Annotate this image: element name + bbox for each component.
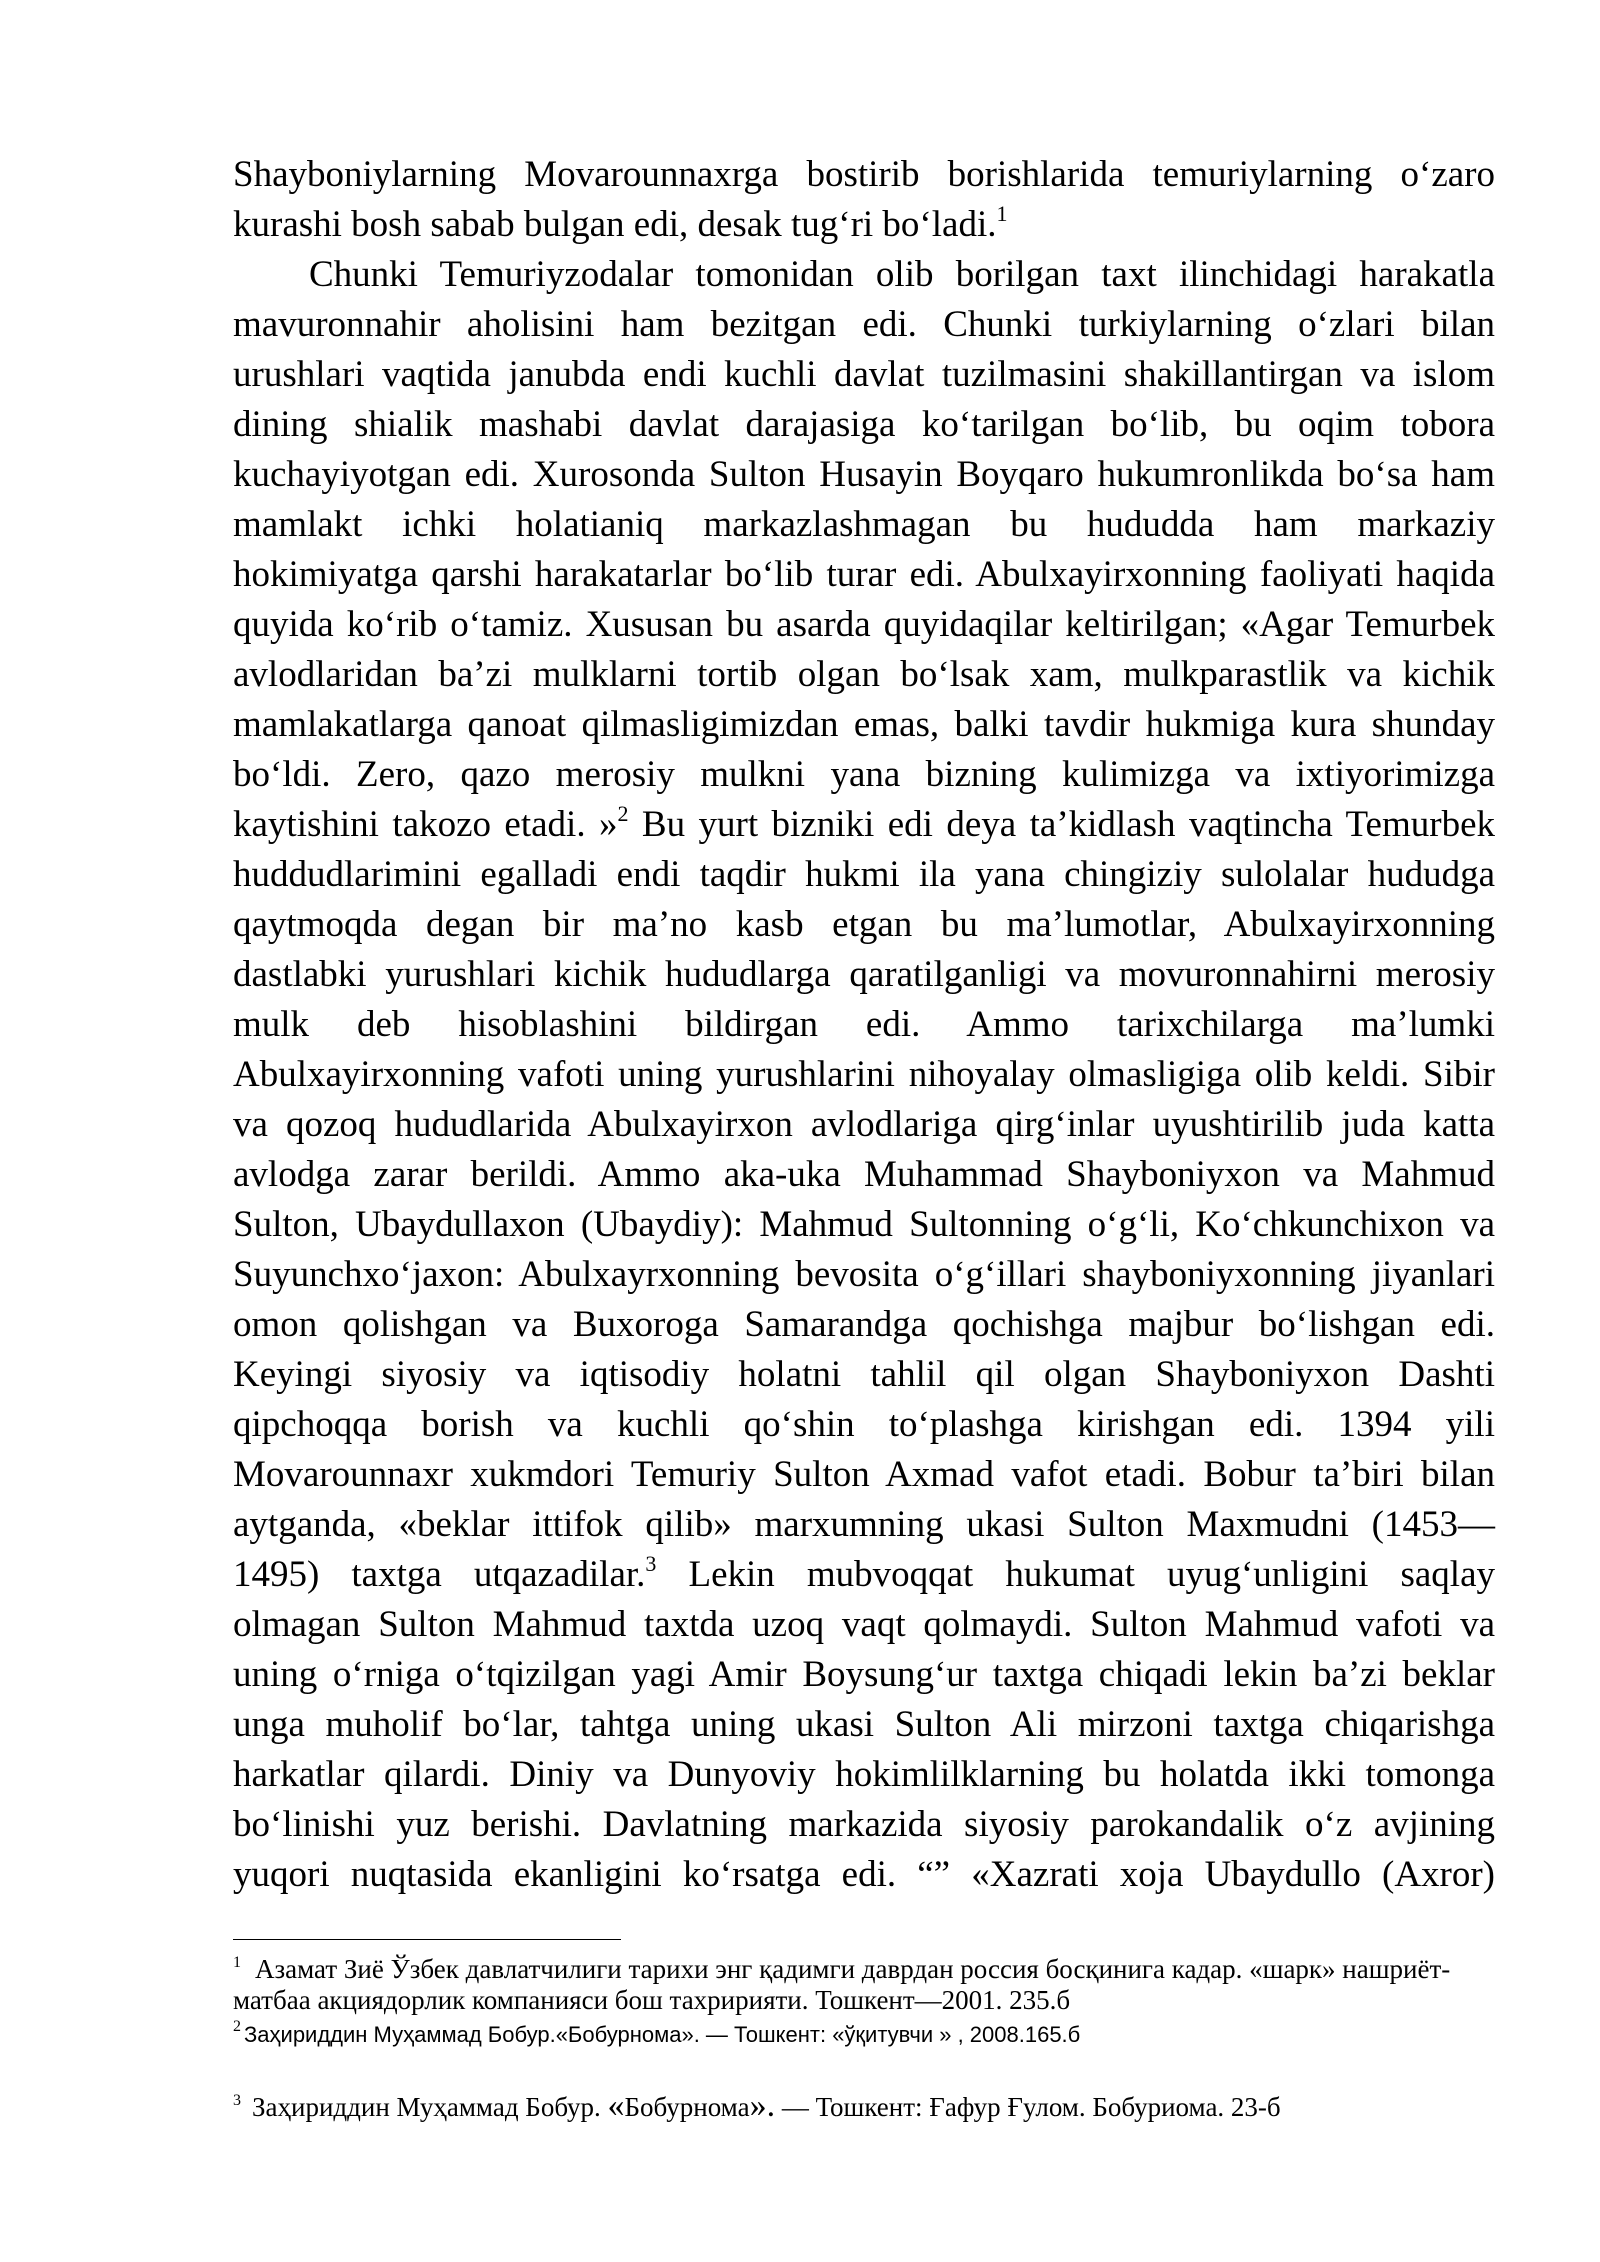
line-text: 1495) taxtga utqazadilar.	[233, 1554, 646, 1595]
body-line: urushlari vaqtida janubda endi kuchli davlat tuzilmasini shakillantirgan va islom	[233, 354, 1495, 395]
quote-mark: «	[607, 2087, 625, 2124]
body-line: qaytmoqda degan bir ma’no kasb etgan bu ma’lumotlar, Abulxayirxonning	[233, 904, 1495, 945]
footnote-separator	[233, 1939, 621, 1940]
book-title: Бобурнома	[624, 2092, 750, 2122]
line-text: Bu yurt bizniki edi deya ta’kidlash vaqtincha Temurbek	[628, 804, 1495, 845]
body-line: bo‘linishi yuz berishi. Davlatning markazida siyosiy parokandalik o‘z avjining	[233, 1804, 1495, 1845]
footnote-ref-2: 2	[617, 801, 629, 826]
footnote-text: Азамат Зиё Ўзбек давлатчилиги тарихи энг қадимги даврдан россия босқинига кадар. «шарк» нашриёт-	[255, 1954, 1451, 1984]
body-line: hokimiyatga qarshi harakatarlar bo‘lib turar edi. Abulxayirxonning faoliyati haqida	[233, 554, 1495, 595]
body-line: kuchayiyotgan edi. Xurosonda Sulton Husayin Boyqaro hukumronlikda bo‘sa ham	[233, 454, 1495, 495]
body-line: avlodga zarar berildi. Ammo aka-uka Muhammad Shayboniyxon va Mahmud	[233, 1154, 1495, 1195]
footnote-3: 3 Заҳириддин Муҳаммад Бобур. «Бобурнома». — Тошкент: Ғафур Ғулом. Бобуриома. 23-б	[233, 2087, 1281, 2124]
body-line: Sulton, Ubaydullaxon (Ubaydiy): Mahmud Sultonning o‘g‘li, Ko‘chkunchixon va	[233, 1204, 1495, 1245]
body-line: dining shialik mashabi davlat darajasiga ko‘tarilgan bo‘lib, bu oqim tobora	[233, 404, 1495, 445]
body-line: yuqori nuqtasida ekanligini ko‘rsatga edi. “” «Xazrati xoja Ubaydullo (Axror)	[233, 1854, 1495, 1895]
body-line: quyida ko‘rib o‘tamiz. Xususan bu asarda quyidaqilar keltirilgan; «Agar Temurbek	[233, 604, 1495, 645]
footnote-2: 2 Заҳириддин Муҳаммад Бобур.«Бобурнома». — Тошкент: «ўқитувчи » , 2008.165.б	[233, 2018, 1081, 2047]
body-line: mamlakatlarga qanoat qilmasligimizdan emas, balki tavdir hukmiga kura shunday	[233, 704, 1495, 745]
body-line	[233, 1550, 1495, 1600]
body-line: qipchoqqa borish va kuchli qo‘shin to‘plashga kirishgan edi. 1394 yili	[233, 1404, 1495, 1445]
line-text: kurashi bosh sabab bulgan edi, desak tug‘ri bo‘ladi.	[233, 204, 997, 245]
body-line: Keyingi siyosiy va iqtisodiy holatni tahlil qil olgan Shayboniyxon Dashti	[233, 1354, 1495, 1395]
body-line: mulk deb hisoblashini bildirgan edi. Ammo tarixchilarga ma’lumki	[233, 1004, 1495, 1045]
body-line: Abulxayirxonning vafoti uning yurushlarini nihoyalay olmasligiga olib keldi. Sibir	[233, 1054, 1495, 1095]
body-line: Chunki Temuriyzodalar tomonidan olib borilgan taxt ilinchidagi harakatla	[309, 254, 1495, 295]
body-text	[233, 150, 1495, 1900]
body-line: aytganda, «beklar ittifok qilib» marxumning ukasi Sulton Maxmudni (1453—	[233, 1504, 1495, 1545]
line-text: kaytishini takozo etadi. »	[233, 804, 618, 845]
body-line	[233, 200, 1495, 250]
footnote-ref-3: 3	[645, 1551, 657, 1576]
body-line: huddudlarimini egalladi endi taqdir hukmi ila yana chingiziy sulolalar hududga	[233, 854, 1495, 895]
quote-mark: ».	[749, 2087, 776, 2124]
body-line: omon qolishgan va Buxoroga Samarandga qochishga majbur bo‘lishgan edi.	[233, 1304, 1495, 1345]
footnote-text: Заҳириддин Муҳаммад Бобур.«Бобурнома». — Тошкент: «ўқитувчи » , 2008.165.б	[244, 2022, 1081, 2047]
body-line: olmagan Sulton Mahmud taxtda uzoq vaqt qolmaydi. Sulton Mahmud vafoti va	[233, 1604, 1495, 1645]
footnote-ref-1: 1	[996, 201, 1008, 226]
body-line: dastlabki yurushlari kichik hududlarga qaratilganligi va movuronnahirni merosiy	[233, 954, 1495, 995]
footnote-text: — Тошкент: Ғафур Ғулом. Бобуриома. 23-б	[775, 2092, 1281, 2122]
body-line: mamlakt ichki holatianiq markazlashmagan bu hududda ham markaziy	[233, 504, 1495, 545]
body-line: bo‘ldi. Zero, qazo merosiy mulkni yana bizning kulimizga va ixtiyorimizga	[233, 754, 1495, 795]
footnote-1	[233, 1954, 1495, 2016]
body-line: unga muholif bo‘lar, tahtga uning ukasi Sulton Ali mirzoni taxtga chiqarishga	[233, 1704, 1495, 1745]
body-line: avlodlaridan ba’zi mulklarni tortib olgan bo‘lsak xam, mulkparastlik va kichik	[233, 654, 1495, 695]
body-line: mavuronnahir aholisini ham bezitgan edi. Chunki turkiylarning o‘zlari bilan	[233, 304, 1495, 345]
body-line: Shayboniylarning Movarounnaxrga bostirib borishlarida temuriylarning o‘zaro	[233, 154, 1495, 195]
footnote-line: матбаа акциядорлик компанияси бош тахририяти. Тошкент—2001. 235.б	[233, 1985, 1071, 2015]
body-line: harkatlar qilardi. Diniy va Dunyoviy hokimlilklarning bu holatda ikki tomonga	[233, 1754, 1495, 1795]
line-text: Lekin mubvoqqat hukumat uyug‘unligini saqlay	[656, 1554, 1495, 1595]
footnote-line: 1 Азамат Зиё Ўзбек давлатчилиги тарихи энг қадимги даврдан россия босқинига кадар. «шарк» нашриёт-	[233, 1954, 1451, 1984]
body-line: Suyunchxo‘jaxon: Abulxayrxonning bevosita o‘g‘illari shayboniyxonning jiyanlari	[233, 1254, 1495, 1295]
body-line: Movarounnaxr xukmdori Temuriy Sulton Axmad vafot etadi. Bobur ta’biri bilan	[233, 1454, 1495, 1495]
footnote-text: Заҳириддин Муҳаммад Бобур.	[252, 2092, 608, 2122]
body-line: va qozoq hududlarida Abulxayirxon avlodlariga qirg‘inlar uyushtirilib juda katta	[233, 1104, 1495, 1145]
body-line: uning o‘rniga o‘tqizilgan yagi Amir Boysung‘ur taxtga chiqadi lekin ba’zi beklar	[233, 1654, 1495, 1695]
body-line	[233, 800, 1495, 850]
